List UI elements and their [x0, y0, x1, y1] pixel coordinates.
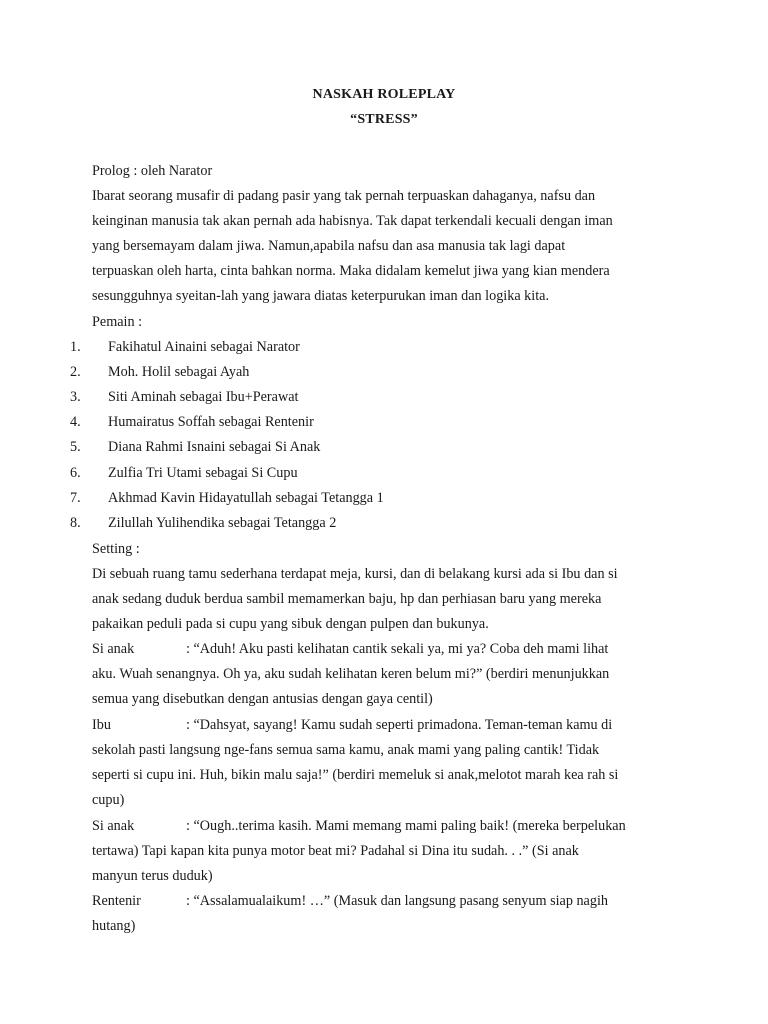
cast-item: Diana Rahmi Isnaini sebagai Si Anak: [108, 439, 321, 455]
dialogue-line: manyun terus duduk): [92, 868, 213, 884]
cast-item: Moh. Holil sebagai Ayah: [108, 364, 250, 380]
dialogue-speaker: Si anak: [92, 641, 135, 657]
setting-line: pakaikan peduli pada si cupu yang sibuk dengan pulpen dan bukunya.: [92, 616, 489, 632]
dialogue-speaker: Rentenir: [92, 893, 141, 909]
prolog-line: Ibarat seorang musafir di padang pasir yang tak pernah terpuaskan dahaganya, nafsu dan: [92, 188, 596, 204]
setting-line: Di sebuah ruang tamu sederhana terdapat meja, kursi, dan di belakang kursi ada si Ibu dan si: [92, 566, 618, 582]
cast-item: Akhmad Kavin Hidayatullah sebagai Tetangga 1: [108, 490, 384, 506]
dialogue-line: tertawa) Tapi kapan kita punya motor beat mi? Padahal si Dina itu sudah. . .” (Si anak: [92, 843, 579, 859]
cast-number: 5.: [70, 439, 81, 455]
cast-item: Siti Aminah sebagai Ibu+Perawat: [108, 389, 299, 405]
dialogue-line: semua yang disebutkan dengan antusias dengan gaya centil): [92, 691, 433, 707]
cast-number: 6.: [70, 465, 81, 481]
setting-line: anak sedang duduk berdua sambil memamerkan baju, hp dan perhiasan baru yang mereka: [92, 591, 602, 607]
prolog-line: terpuaskan oleh harta, cinta bahkan norma. Maka didalam kemelut jiwa yang kian mendera: [92, 263, 610, 279]
cast-number: 1.: [70, 339, 81, 355]
cast-number: 8.: [70, 515, 81, 531]
cast-number: 3.: [70, 389, 81, 405]
cast-number: 7.: [70, 490, 81, 506]
prolog-line: keinginan manusia tak akan pernah ada habisnya. Tak dapat terkendali kecuali dengan iman: [92, 213, 613, 229]
prolog-line: yang bersemayam dalam jiwa. Namun,apabila nafsu dan asa manusia tak lagi dapat: [92, 238, 566, 254]
cast-item: Zulfia Tri Utami sebagai Si Cupu: [108, 465, 298, 481]
dialogue-line: sekolah pasti langsung nge-fans semua sama kamu, anak mami yang paling cantik! Tidak: [92, 742, 600, 758]
cast-item: Humairatus Soffah sebagai Rentenir: [108, 414, 314, 430]
setting-heading: Setting :: [92, 541, 140, 557]
prolog-heading: Prolog : oleh Narator: [92, 163, 213, 179]
dialogue-speaker: Ibu: [92, 717, 111, 733]
cast-number: 2.: [70, 364, 81, 380]
cast-item: Zilullah Yulihendika sebagai Tetangga 2: [108, 515, 337, 531]
dialogue-line: hutang): [92, 918, 136, 934]
dialogue-line: : “Dahsyat, sayang! Kamu sudah seperti primadona. Teman-teman kamu di: [186, 717, 613, 733]
dialogue-line: cupu): [92, 792, 125, 808]
cast-item: Fakihatul Ainaini sebagai Narator: [108, 339, 300, 355]
prolog-line: sesungguhnya syeitan-lah yang jawara diatas keterpurukan iman dan logika kita.: [92, 288, 550, 304]
dialogue-speaker: Si anak: [92, 818, 135, 834]
document-title: NASKAH ROLEPLAY: [312, 87, 456, 102]
dialogue-line: : “Assalamualaikum! …” (Masuk dan langsung pasang senyum siap nagih: [186, 893, 608, 909]
cast-number: 4.: [70, 414, 81, 430]
dialogue-line: aku. Wuah senangnya. Oh ya, aku sudah kelihatan keren belum mi?” (berdiri menunjukkan: [92, 666, 610, 682]
dialogue-line: : “Ough..terima kasih. Mami memang mami paling baik! (mereka berpelukan: [186, 818, 626, 834]
dialogue-line: seperti si cupu ini. Huh, bikin malu saja!” (berdiri memeluk si anak,melotot marah kea rah si: [92, 767, 619, 783]
dialogue-line: : “Aduh! Aku pasti kelihatan cantik sekali ya, mi ya? Coba deh mami lihat: [186, 641, 609, 657]
pemain-heading: Pemain :: [92, 314, 143, 330]
document-subtitle: “STRESS”: [350, 112, 418, 127]
